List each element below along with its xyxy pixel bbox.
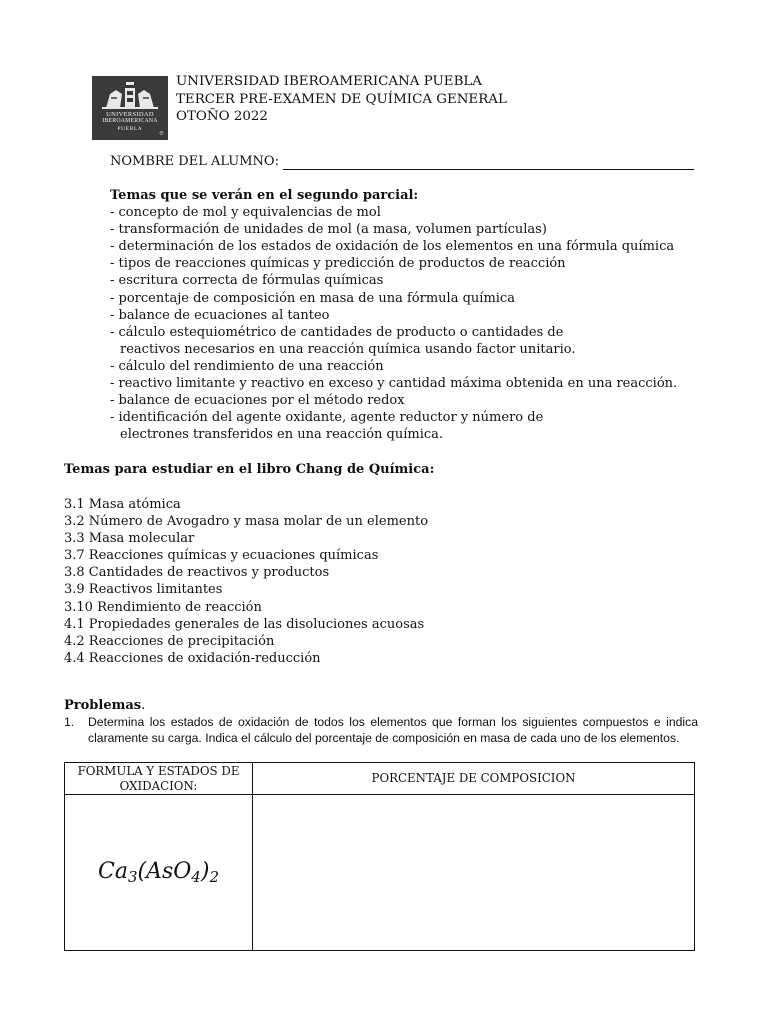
exam-title: TERCER PRE-EXAMEN DE QUÍMICA GENERAL [176,91,507,107]
list-item [110,324,677,358]
list-item [110,221,677,238]
problems-title-period: . [141,698,146,713]
list-item: 4.4 Reacciones de oxidación-reducción [64,650,321,666]
list-item [110,204,677,221]
topic-text: - porcentaje de composición en masa de una fórmula química [110,290,515,306]
second-partial-topics [110,187,677,443]
list-item: 3.10 Rendimiento de reacción [64,599,262,615]
logo-line-3: PUEBLA [117,126,143,132]
formula-cell[interactable] [65,795,253,951]
topic-text: - tipos de reacciones químicas y predicción de productos de reacción [110,256,566,272]
topic-text-continued: electrones transferidos en una reacción química. [120,427,444,443]
crest-icon [100,82,160,110]
formula-column-header: FORMULA Y ESTADOS DE OXIDACION: [65,763,253,795]
composition-table [64,762,695,951]
topic-text: - transformación de unidades de mol (a masa, volumen partículas) [110,222,547,238]
topic-text: - cálculo estequiométrico de cantidades de producto o cantidades de [110,324,564,340]
list-item [110,255,677,272]
topic-text: - balance de ecuaciones al tanteo [110,307,330,323]
list-item: 4.2 Reacciones de precipitación [64,633,275,649]
list-item [110,392,677,409]
list-item [110,290,677,307]
chang-topics-list [64,496,428,667]
table-row [65,795,695,951]
topic-text: - balance de ecuaciones por el método redox [110,393,405,409]
problem-1 [64,714,698,746]
student-name-blank[interactable] [283,155,694,170]
exam-term: OTOÑO 2022 [176,109,268,124]
composition-column-header: PORCENTAJE DE COMPOSICION [253,763,695,795]
list-item: 4.1 Propiedades generales de las disoluciones acuosas [64,616,425,632]
topic-text: - concepto de mol y equivalencias de mol [110,205,381,221]
list-item [110,409,677,443]
registered-mark-icon: ® [159,131,164,137]
list-item: 3.1 Masa atómica [64,497,181,512]
list-item [110,272,677,289]
chang-title: Temas para estudiar en el libro Chang de Química: [64,462,435,477]
logo-line-1: UNIVERSIDAD [106,111,154,118]
list-item [110,307,677,324]
topics-list [110,204,677,443]
list-item: 3.9 Reactivos limitantes [64,582,223,598]
table-header-row [65,763,695,795]
list-item: 3.7 Reacciones químicas y ecuaciones químicas [64,548,379,564]
logo-line-2: IBEROAMERICANA [102,118,158,124]
list-item: 3.3 Masa molecular [64,531,195,547]
university-logo [92,76,168,140]
topic-text: - reactivo limitante y reactivo en exceso y cantidad máxima obtenida en una reacción. [110,376,678,392]
chemical-formula: $Ca_3(AsO_4)_2$ [98,859,219,886]
topic-text: - determinación de los estados de oxidación de los elementos en una fórmula química [110,239,675,255]
list-item [110,238,677,255]
problem-number: 1. [64,715,75,729]
topic-text-continued: reactivos necesarios en una reacción química usando factor unitario. [120,341,576,357]
topic-text: - identificación del agente oxidante, agente reductor y número de [110,410,544,426]
list-item [110,358,677,375]
university-name: UNIVERSIDAD IBEROAMERICANA PUEBLA [176,74,482,89]
list-item: 3.8 Cantidades de reactivos y productos [64,565,330,581]
list-item [110,375,677,392]
composition-answer-cell[interactable] [253,795,695,951]
topics-title: Temas que se verán en el segundo parcial: [110,188,419,203]
student-name-row [110,153,694,170]
problem-text: Determina los estados de oxidación de todos los elementos que forman los siguientes compuestos e indica claramente su carga. Indica el cálculo del porcentaje de composición en masa de cada uno de los elementos. [88,715,698,745]
topic-text: - cálculo del rendimiento de una reacción [110,358,384,374]
problems-title: Problemas [64,698,142,713]
list-item: 3.2 Número de Avogadro y masa molar de un elemento [64,514,429,530]
student-name-label: NOMBRE DEL ALUMNO: [110,154,279,169]
document-header [176,73,507,126]
problems-heading [64,697,145,714]
topic-text: - escritura correcta de fórmulas químicas [110,273,384,289]
